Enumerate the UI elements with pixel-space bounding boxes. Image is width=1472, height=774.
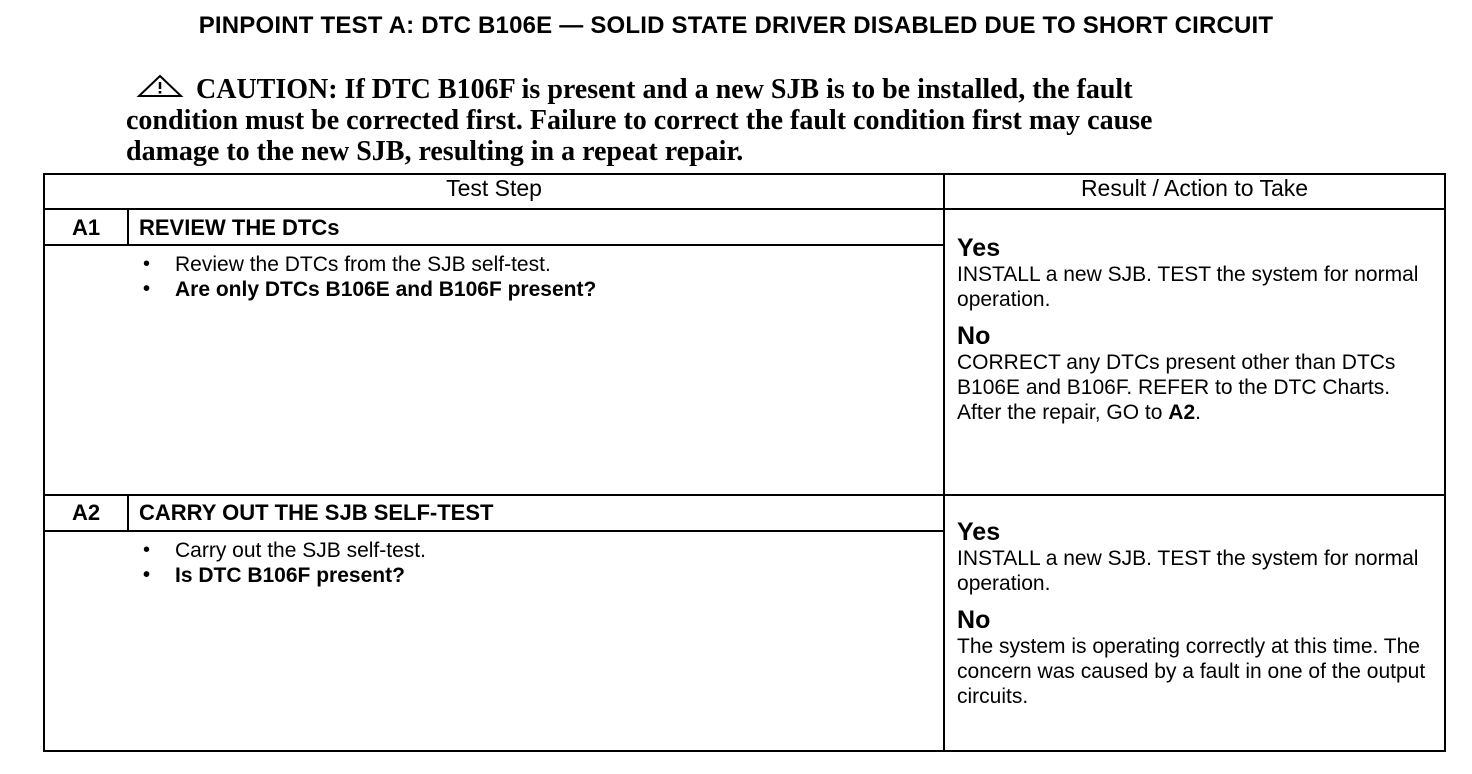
list-item-question: • Is DTC B106F present?: [137, 563, 943, 588]
step-a2-result: [944, 495, 1445, 751]
warning-triangle-icon: [136, 74, 184, 98]
yes-label: Yes: [957, 517, 1001, 546]
step-id: A2: [44, 495, 128, 530]
goto-step-link: A2: [1168, 400, 1196, 424]
page-title: PINPOINT TEST A: DTC B106E — SOLID STATE DRIVER DISABLED DUE TO SHORT CIRCUIT: [198, 12, 1274, 39]
no-action-text: CORRECT any DTCs present other than DTCs B106E and B106F. REFER to the DTC Charts. After the repair, GO to: [957, 350, 1396, 424]
list-item: • Carry out the SJB self-test.: [137, 538, 943, 563]
no-label: No: [957, 321, 991, 350]
caution-note: [126, 74, 1326, 167]
list-item-question: • Are only DTCs B106E and B106F present?: [137, 277, 943, 302]
no-action-end: .: [1195, 400, 1201, 424]
step-title: CARRY OUT THE SJB SELF-TEST: [128, 495, 944, 530]
yes-label: Yes: [957, 233, 1001, 262]
caution-line-2: condition must be corrected first. Failure to correct the fault condition first may cause: [126, 105, 1153, 136]
yes-action: INSTALL a new SJB. TEST the system for normal operation.: [957, 546, 1419, 595]
step-title: REVIEW THE DTCs: [128, 209, 944, 244]
step-a1-bullets: [137, 252, 943, 302]
step-a1-body: [44, 245, 944, 496]
test-step-header: Test Step: [44, 174, 944, 209]
pinpoint-test-table: [43, 173, 1446, 752]
yes-action: INSTALL a new SJB. TEST the system for normal operation.: [957, 262, 1419, 311]
table-header-row: [44, 174, 1445, 209]
step-id: A1: [44, 209, 128, 244]
step-a1-result: [944, 209, 1445, 495]
step-a1-title-row: [44, 209, 1445, 244]
no-action: The system is operating correctly at this time. The concern was caused by a fault in one of the output circuits.: [957, 634, 1426, 708]
result-header: Result / Action to Take: [944, 174, 1445, 209]
caution-line-3: damage to the new SJB, resulting in a repeat repair.: [126, 136, 744, 167]
no-label: No: [957, 605, 991, 634]
list-item: • Review the DTCs from the SJB self-test.: [137, 252, 943, 277]
step-a2-body: [44, 531, 944, 751]
step-a2-bullets: [137, 538, 943, 588]
caution-line-1: CAUTION: If DTC B106F is present and a new SJB is to be installed, the fault: [196, 74, 1133, 105]
step-a2-title-row: [44, 495, 1445, 530]
no-action: [957, 350, 1434, 425]
